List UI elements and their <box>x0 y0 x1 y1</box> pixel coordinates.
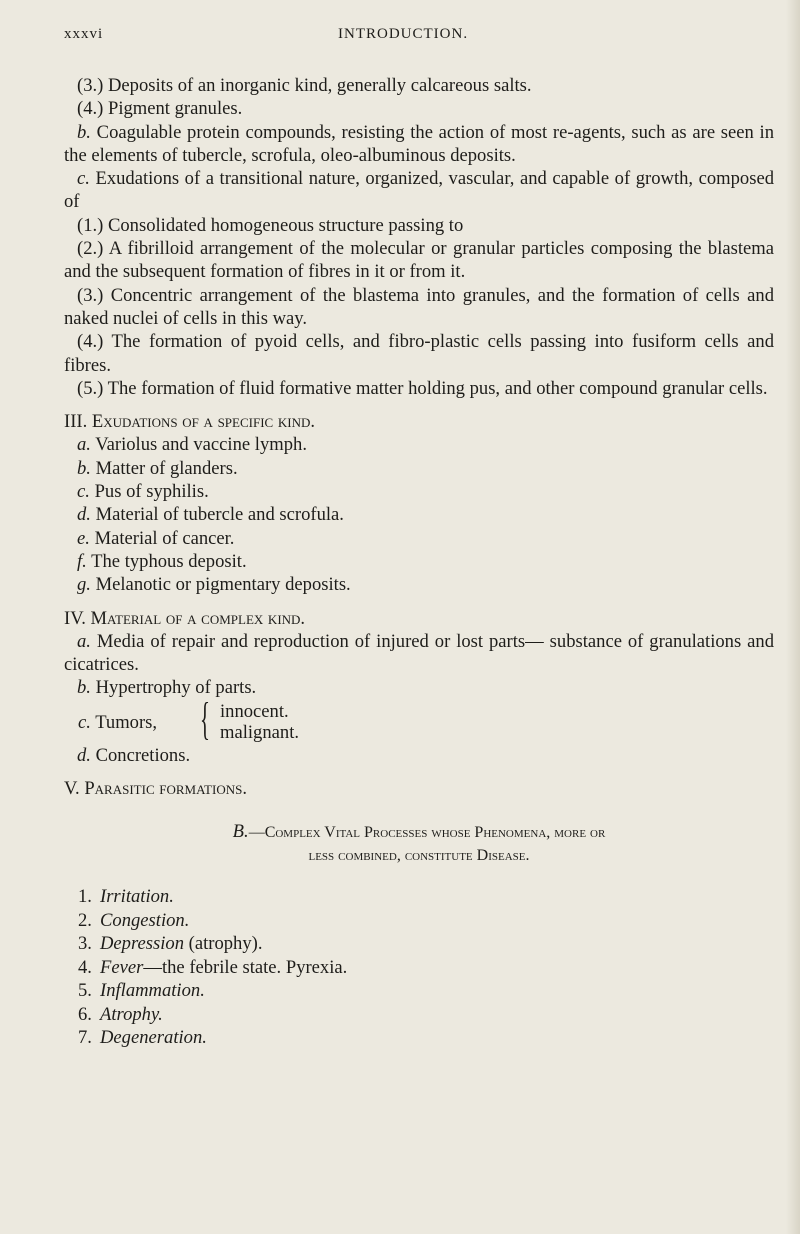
item-text: The typhous deposit. <box>91 550 247 572</box>
section-b-label: B. <box>232 821 249 843</box>
paragraph-iv-d <box>64 744 774 767</box>
section-heading-v: V. Parasitic formations. <box>64 778 247 800</box>
item-number: 4. <box>78 956 92 978</box>
item-label: c. <box>78 711 91 733</box>
item-number: 7. <box>78 1027 92 1049</box>
curly-brace-icon: { <box>200 692 210 744</box>
section-heading-iv: IV. Material of a complex kind. <box>64 607 306 629</box>
item-term: Atrophy. <box>100 1003 163 1025</box>
paragraph-iv-a <box>64 630 774 677</box>
text-line: (4.) Pigment granules. <box>77 98 243 120</box>
item-term: Degeneration. <box>100 1027 207 1049</box>
item-text: Matter of glanders. <box>95 457 238 479</box>
paragraph-c <box>64 167 774 214</box>
page-header <box>64 26 774 52</box>
item-term: Congestion. <box>100 909 190 931</box>
tumors-text: Tumors, <box>95 711 158 733</box>
tumor-option-innocent: innocent. <box>220 700 289 722</box>
item-label: e. <box>77 527 90 549</box>
paragraph-text: Media of repair and reproduction of injured or lost parts— substance of granulations and cicatrices. <box>64 630 774 676</box>
list-item <box>78 885 774 909</box>
item-rest: —the febrile state. Pyrexia. <box>143 956 348 978</box>
item-text: Material of tubercle and scrofula. <box>95 504 344 526</box>
page-body <box>64 74 774 800</box>
item-label: a. <box>77 434 91 456</box>
section-b-line1 <box>64 820 774 844</box>
item-text: Material of cancer. <box>94 527 235 549</box>
item-label: f. <box>77 550 87 572</box>
item-text <box>100 932 263 956</box>
paragraph-c5: (5.) The formation of fluid formative matter holding pus, and other compound granular cells. <box>77 377 768 399</box>
item-label: b. <box>77 457 91 479</box>
item-text: Variolus and vaccine lymph. <box>95 434 307 456</box>
running-title: INTRODUCTION. <box>338 26 469 42</box>
section-b-line1-text: —Complex Vital Processes whose Phenomena, more or <box>248 824 606 842</box>
item-number: 1. <box>78 886 92 908</box>
list-item <box>64 480 774 503</box>
tumors-brace-group <box>64 692 774 744</box>
disease-process-list <box>64 885 774 1050</box>
item-text <box>100 1026 207 1050</box>
list-item <box>64 550 774 573</box>
item-label: g. <box>77 574 91 596</box>
paragraph-text: Concretions. <box>95 744 191 766</box>
list-item <box>78 1003 774 1027</box>
item-label: d. <box>77 504 91 526</box>
paragraph-c2: (2.) A fibrilloid arrangement of the molecular or granular particles composing the blastema and the subsequent formation of fibres in it or from it. <box>64 238 774 283</box>
item-text <box>100 979 205 1003</box>
item-label: a. <box>77 630 91 652</box>
item-text: Melanotic or pigmentary deposits. <box>95 574 351 596</box>
paragraph-c1: (1.) Consolidated homogeneous structure passing to <box>77 214 464 236</box>
paragraph-text: Hypertrophy of parts. <box>95 677 257 699</box>
item-text <box>100 909 189 933</box>
list-item <box>78 1026 774 1050</box>
page-number: xxxvi <box>64 26 104 42</box>
item-term: Depression <box>100 933 185 955</box>
list-item <box>78 956 774 980</box>
list-item <box>78 932 774 956</box>
item-text: Pus of syphilis. <box>94 481 209 503</box>
list-item <box>64 457 774 480</box>
item-text <box>100 1003 163 1027</box>
tumors-label <box>78 711 157 734</box>
text-line: (3.) Deposits of an inorganic kind, generally calcareous salts. <box>77 75 532 96</box>
item-label: b. <box>77 121 91 143</box>
item-number: 6. <box>78 1003 92 1025</box>
item-label: c. <box>77 481 90 503</box>
paragraph-text: Coagulable protein compounds, resisting the action of most re-agents, such as are seen in the elements of tubercle, scrofula, oleo-albuminous deposits. <box>64 121 774 166</box>
item-number: 3. <box>78 933 92 955</box>
item-term: Irritation. <box>100 886 174 908</box>
paragraph-b <box>64 121 774 168</box>
section-iii-list <box>64 433 774 596</box>
section-b-heading <box>64 820 774 867</box>
item-number: 2. <box>78 909 92 931</box>
list-item <box>64 503 774 526</box>
paragraph-c3: (3.) Concentric arrangement of the blastema into granules, and the formation of cells and naked nuclei of cells in this way. <box>64 284 774 329</box>
section-b-line2: less combined, constitute Disease. <box>308 847 530 865</box>
item-rest: (atrophy). <box>184 933 263 955</box>
list-item <box>64 573 774 596</box>
item-number: 5. <box>78 980 92 1002</box>
list-item <box>64 433 774 456</box>
paragraph-iv-b <box>64 676 774 699</box>
item-label: b. <box>77 677 91 699</box>
list-item <box>78 979 774 1003</box>
item-term: Fever <box>100 956 144 978</box>
list-item <box>78 909 774 933</box>
item-term: Inflammation. <box>100 980 205 1002</box>
item-text <box>100 885 174 909</box>
book-page <box>64 26 774 1050</box>
list-item <box>64 527 774 550</box>
tumor-option-malignant: malignant. <box>220 721 300 743</box>
page-edge-shadow <box>786 0 800 1234</box>
paragraph-c4: (4.) The formation of pyoid cells, and fibro-plastic cells passing into fusiform cells and fibres. <box>64 331 774 376</box>
item-text <box>100 956 347 980</box>
section-heading-iii: III. Exudations of a specific kind. <box>64 411 315 433</box>
paragraph-text: Exudations of a transitional nature, organized, vascular, and capable of growth, composed of <box>64 168 774 213</box>
item-label: d. <box>77 744 91 766</box>
item-label: c. <box>77 168 90 190</box>
